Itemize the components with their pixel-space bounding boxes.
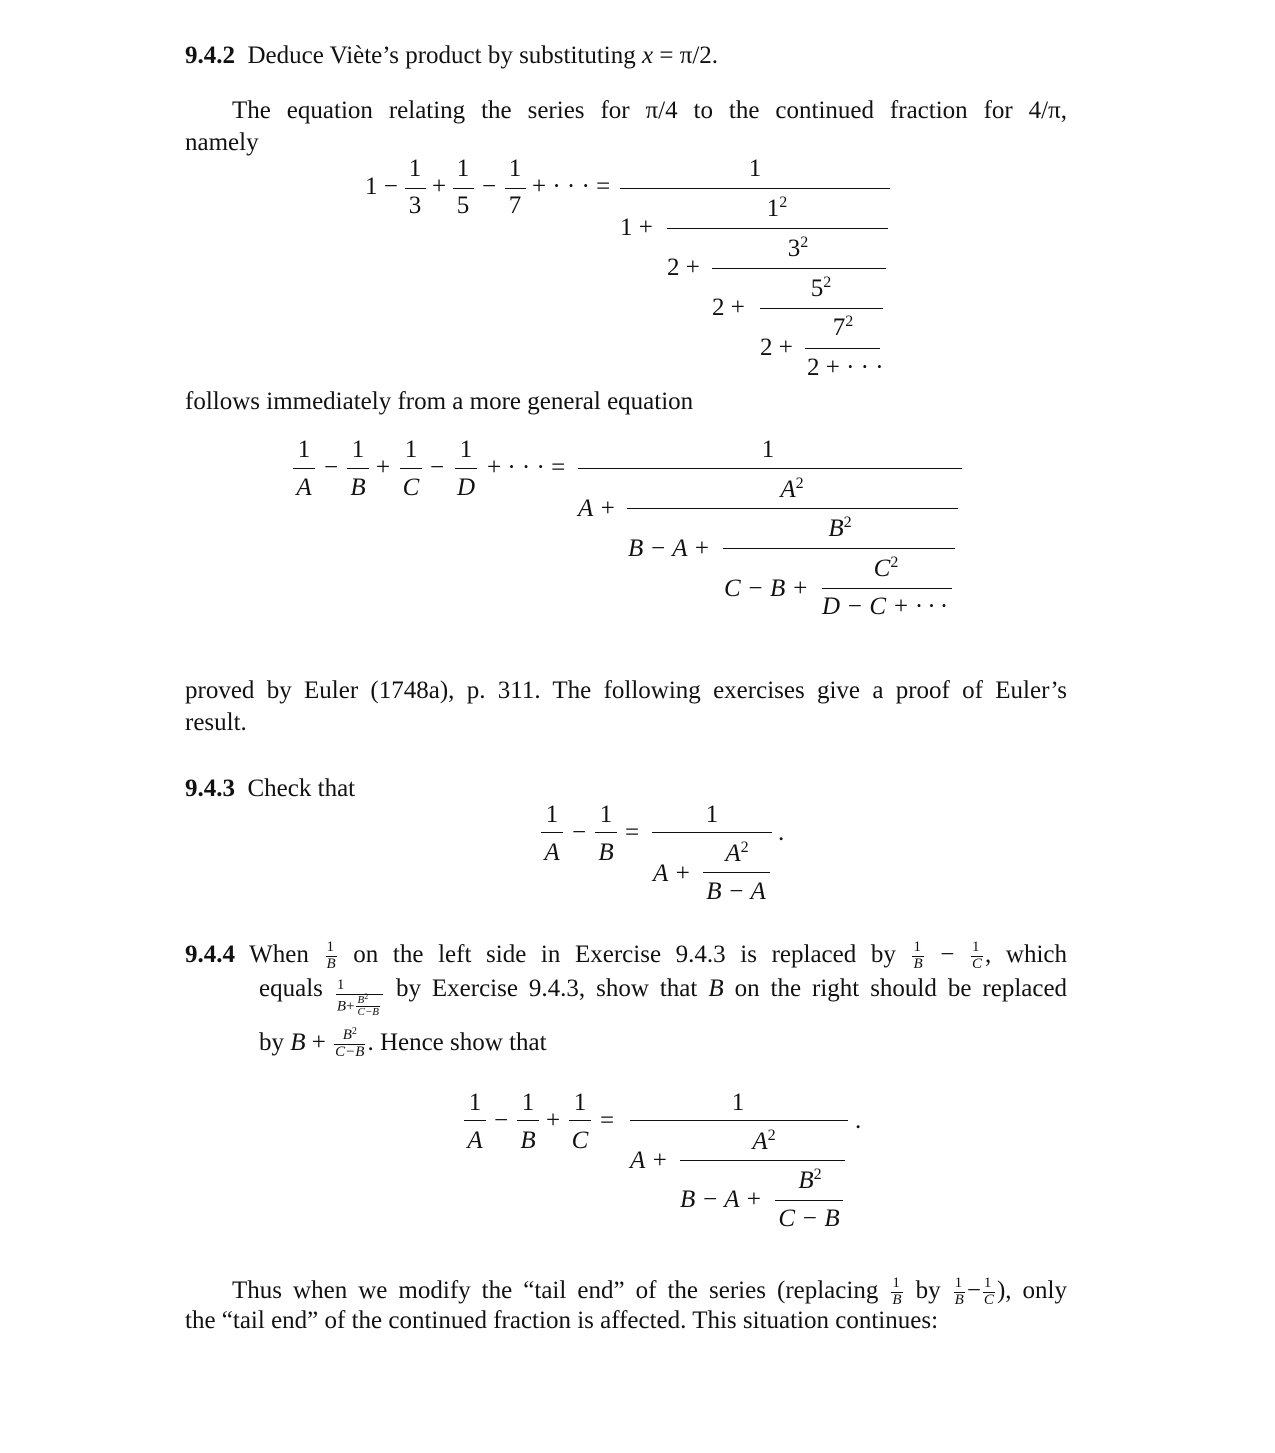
fraction-bar xyxy=(620,188,890,189)
math-operator: − xyxy=(494,1107,509,1134)
cf-numerator: $3^2$ xyxy=(787,234,809,262)
inline-fraction: $\frac{B^2}{C-B}$ xyxy=(335,1026,365,1060)
cf-numerator: $C^2$ xyxy=(873,554,899,582)
fraction-bar xyxy=(667,228,888,229)
cf-numerator: $5^2$ xyxy=(810,274,832,302)
paragraph-line xyxy=(232,1276,1067,1309)
math-tail: + · · · = xyxy=(487,454,566,481)
fraction-bar xyxy=(822,588,952,589)
fraction-denominator: A xyxy=(467,1127,483,1154)
cf-tail: D − C + · · · xyxy=(822,593,947,620)
fraction-denominator: 5 xyxy=(456,192,470,219)
fraction-bar xyxy=(630,1120,848,1121)
fraction-bar xyxy=(627,508,958,509)
exercise-number: 9.4.4 xyxy=(185,940,235,968)
text: on the left side in Exercise 9.4.3 is replaced by xyxy=(353,940,896,968)
fraction-denominator: B xyxy=(350,474,366,501)
fraction-denominator: B xyxy=(598,839,614,866)
cf-term: B − A + xyxy=(628,535,711,562)
fraction-bar xyxy=(541,832,563,833)
text: + xyxy=(311,1028,326,1056)
fraction-bar xyxy=(505,188,526,189)
cf-term: C − B + xyxy=(724,575,809,602)
text: equals xyxy=(259,975,323,1002)
cf-numerator: $1^2$ xyxy=(766,194,788,222)
fraction-bar xyxy=(595,832,617,833)
cf-numerator: 1 xyxy=(731,1089,745,1116)
math-operator: = xyxy=(625,819,640,846)
math-term: 1 − xyxy=(365,173,398,200)
paragraph-line: namely xyxy=(185,129,259,156)
text: When xyxy=(249,940,309,968)
math-operator: = xyxy=(600,1107,615,1134)
fraction-bar xyxy=(347,468,369,469)
fraction-numerator: 1 xyxy=(545,801,559,828)
exercise-text: Deduce Viète’s product by substituting xyxy=(247,42,643,69)
fraction-numerator: 1 xyxy=(521,1089,535,1116)
math-operator: − xyxy=(572,819,587,846)
cf-numerator: $7^2$ xyxy=(832,313,854,341)
math-operator: − xyxy=(324,454,339,481)
cf-numerator: $A^2$ xyxy=(752,1127,776,1155)
cf-denominator: C − B xyxy=(778,1205,840,1232)
fraction-bar xyxy=(680,1160,845,1161)
inline-nested-fraction: 1 B+ $\frac{B^2}{C-B}$ xyxy=(336,978,383,1019)
fraction-numerator: 1 xyxy=(404,436,418,463)
exercise-9-4-2 xyxy=(185,43,1067,68)
fraction-numerator: 1 xyxy=(456,155,470,182)
paragraph-line: proved by Euler (1748a), p. 311. The following exercises give a proof of Euler’s xyxy=(185,677,1067,704)
cf-numerator: 1 xyxy=(748,155,762,182)
fraction-denominator: 3 xyxy=(408,192,422,219)
fraction-denominator: D xyxy=(456,474,476,501)
exercise-9-4-4-line2 xyxy=(259,976,1067,1019)
inline-fraction: $\frac{1}{B}$ xyxy=(954,1275,964,1308)
exercise-9-4-4-line3 xyxy=(259,1028,1067,1061)
fraction-denominator: 7 xyxy=(508,192,522,219)
fraction-bar xyxy=(578,468,962,469)
fraction-bar xyxy=(652,832,772,833)
fraction-denominator: A xyxy=(296,474,312,501)
fraction-bar xyxy=(703,872,770,873)
fraction-denominator: C xyxy=(402,474,420,501)
fraction-numerator: 1 xyxy=(459,436,473,463)
fraction-numerator: 1 xyxy=(468,1089,482,1116)
math-operator: − xyxy=(430,454,445,481)
fraction-numerator: 1 xyxy=(573,1089,587,1116)
inline-fraction: $\frac{1}{B}$ xyxy=(326,939,336,972)
paragraph-line: result. xyxy=(185,709,247,736)
cf-denominator: B − A xyxy=(706,878,766,905)
math-period: . xyxy=(855,1107,862,1134)
text: on the right should be replaced xyxy=(734,975,1068,1002)
cf-numerator: $A^2$ xyxy=(725,839,749,867)
fraction-numerator: 1 xyxy=(408,155,422,182)
fraction-bar xyxy=(405,188,426,189)
fraction-bar xyxy=(775,1200,843,1201)
fraction-bar xyxy=(569,1120,591,1121)
fraction-numerator: 1 xyxy=(599,801,613,828)
cf-numerator: $B^2$ xyxy=(828,514,852,542)
fraction-bar xyxy=(400,468,422,469)
inline-fraction: $\frac{1}{B}$ xyxy=(892,1275,902,1308)
cf-term: 2 + xyxy=(667,254,700,281)
text: B xyxy=(290,1028,306,1056)
cf-term: A + xyxy=(578,495,616,522)
cf-term: 1 + xyxy=(620,214,653,241)
cf-term: 2 + xyxy=(760,334,793,361)
math-operator: + xyxy=(432,173,447,200)
fraction-numerator: 1 xyxy=(297,436,311,463)
text: Thus when we modify the “tail end” of the series (replacing xyxy=(232,1276,879,1304)
text: by Exercise 9.4.3, show that xyxy=(395,975,698,1002)
fraction-bar xyxy=(293,468,315,469)
inline-fraction: $\frac{1}{C}$ xyxy=(983,1275,994,1308)
fraction-denominator: B xyxy=(520,1127,536,1154)
fraction-denominator: A xyxy=(544,839,560,866)
fraction-numerator: 1 xyxy=(351,436,365,463)
text: . Hence show that xyxy=(367,1028,547,1056)
inline-fraction: $\frac{1}{B}$ xyxy=(913,939,923,972)
exercise-number: 9.4.3 xyxy=(185,775,235,802)
text: , which xyxy=(985,940,1067,968)
paragraph-line: the “tail end” of the continued fraction is affected. This situation continues: xyxy=(185,1307,939,1334)
fraction-bar xyxy=(723,548,955,549)
fraction-bar xyxy=(712,268,886,269)
math-operator: − xyxy=(482,173,497,200)
variable-x: x xyxy=(642,42,654,69)
text: B xyxy=(708,975,724,1002)
cf-term: A + xyxy=(653,860,691,887)
text: ), only xyxy=(996,1276,1068,1304)
fraction-bar xyxy=(464,1120,486,1121)
math-tail: + · · · = xyxy=(532,173,611,200)
text: by xyxy=(259,1028,284,1056)
exercise-9-4-3 xyxy=(185,776,1067,801)
cf-numerator: 1 xyxy=(705,801,719,828)
text: − xyxy=(940,940,955,968)
fraction-numerator: 1 xyxy=(508,155,522,182)
exercise-text-end: = π/2. xyxy=(653,42,719,69)
cf-numerator: $A^2$ xyxy=(780,475,804,503)
cf-numerator: 1 xyxy=(761,436,775,463)
fraction-bar xyxy=(517,1120,539,1121)
paragraph-line: follows immediately from a more general equation xyxy=(185,388,694,415)
exercise-9-4-4 xyxy=(185,940,1067,970)
cf-tail: 2 + · · · xyxy=(807,354,884,381)
text: − xyxy=(966,1276,981,1304)
fraction-denominator: C xyxy=(571,1127,589,1154)
cf-numerator: $B^2$ xyxy=(798,1166,822,1194)
inline-fraction: $\frac{1}{C}$ xyxy=(972,939,983,972)
math-operator: + xyxy=(376,454,391,481)
exercise-number: 9.4.2 xyxy=(185,42,235,69)
fraction-bar xyxy=(805,348,880,349)
math-operator: + xyxy=(546,1107,561,1134)
paragraph-line: The equation relating the series for π/4 to the continued fraction for 4/π, xyxy=(232,97,1067,124)
fraction-bar xyxy=(760,308,883,309)
cf-term: B − A + xyxy=(680,1186,763,1213)
math-period: . xyxy=(778,819,785,846)
fraction-bar xyxy=(455,468,477,469)
fraction-bar xyxy=(453,188,474,189)
exercise-text: Check that xyxy=(247,775,356,802)
cf-term: A + xyxy=(630,1147,668,1174)
cf-term: 2 + xyxy=(712,294,745,321)
text: by xyxy=(915,1276,941,1304)
